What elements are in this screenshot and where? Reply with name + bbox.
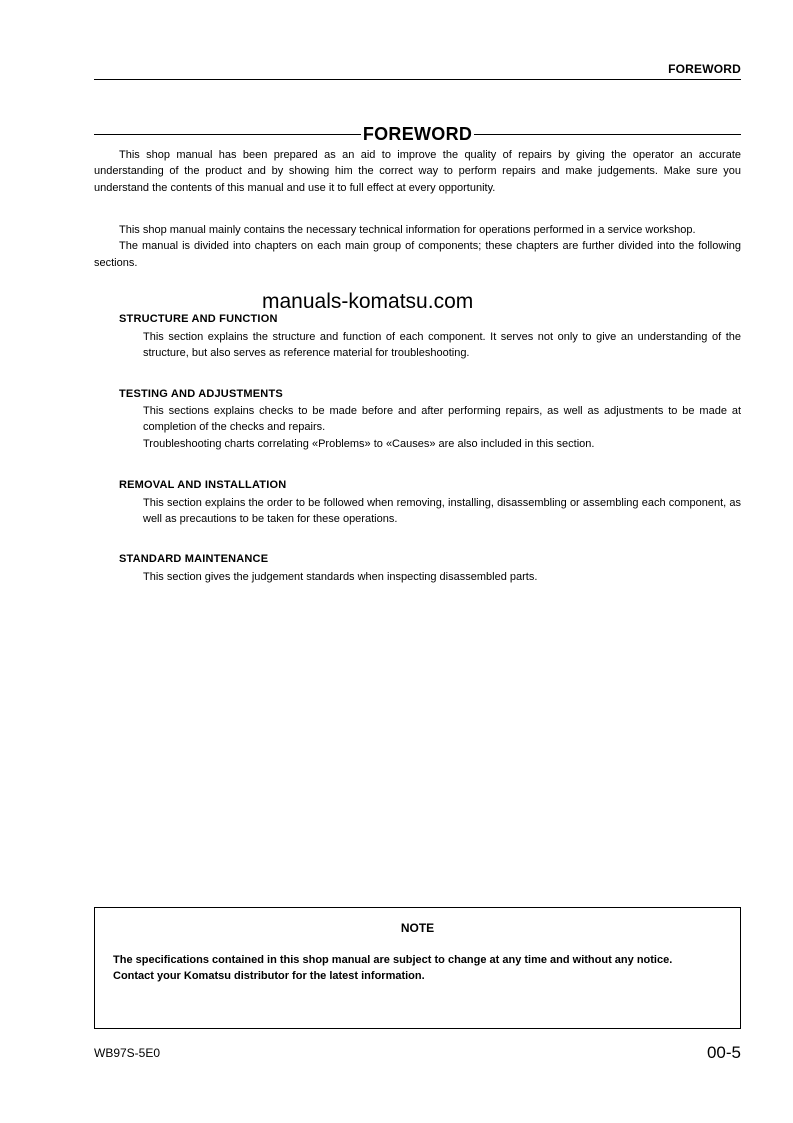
intro-text-2: This shop manual mainly contains the necessary technical information for operations performed in a service workshop. <box>119 224 696 236</box>
heading-rule-right <box>474 134 741 135</box>
watermark-text: manuals-komatsu.com <box>262 290 474 313</box>
maintenance-description: This section gives the judgement standards when inspecting disassembled parts. <box>143 571 538 583</box>
footer-page-number: 00-5 <box>706 1043 741 1062</box>
section-heading-maintenance: STANDARD MAINTENANCE <box>119 553 269 565</box>
section-heading-testing: TESTING AND ADJUSTMENTS <box>119 388 283 400</box>
intro-text-1: This shop manual has been prepared as an aid to improve the quality of repairs by giving the operator an accurate understanding of the product and by showing him the correct way to perform repairs and make judgements. Make sure you understand the contents of this manual and use it to full effect at every opportunity. <box>94 149 741 194</box>
footer-model-code: WB97S-5E0 <box>94 1046 161 1060</box>
note-box <box>94 907 741 1029</box>
note-body <box>113 952 722 985</box>
header-divider <box>94 79 741 80</box>
note-title: NOTE <box>400 921 435 935</box>
intro-paragraphs-2-3 <box>94 222 741 271</box>
heading-rule-left <box>94 134 361 135</box>
structure-description: This section explains the structure and function of each component. It serves not only to give an understanding of the structure, but also serves as reference material for troubleshooting. <box>143 331 741 360</box>
section-heading <box>94 122 741 146</box>
section-text-testing <box>143 403 741 452</box>
note-line-1: The specifications contained in this shop manual are subject to change at any time and without any notice. <box>113 954 673 966</box>
page-header-title: FOREWORD <box>668 62 741 76</box>
section-heading-structure: STRUCTURE AND FUNCTION <box>119 313 278 325</box>
testing-troubleshooting: Troubleshooting charts correlating «Problems» to «Causes» are also included in this section. <box>143 437 595 450</box>
note-line-2: Contact your Komatsu distributor for the latest information. <box>113 970 425 983</box>
intro-text-3: The manual is divided into chapters on each main group of components; these chapters are further divided into the following sections. <box>94 240 741 269</box>
section-text-removal <box>143 495 741 528</box>
section-title: FOREWORD <box>362 123 473 144</box>
section-heading-removal: REMOVAL AND INSTALLATION <box>119 479 287 491</box>
section-text-maintenance <box>143 569 741 585</box>
testing-description: This sections explains checks to be made before and after performing repairs, as well as adjustments to be made at completion of the checks and repairs. <box>143 405 741 434</box>
intro-paragraph-1 <box>94 147 741 196</box>
section-text-structure <box>143 329 741 362</box>
removal-description: This section explains the order to be followed when removing, installing, disassembling or assembling each component, as well as precautions to be taken for these operations. <box>143 497 741 526</box>
